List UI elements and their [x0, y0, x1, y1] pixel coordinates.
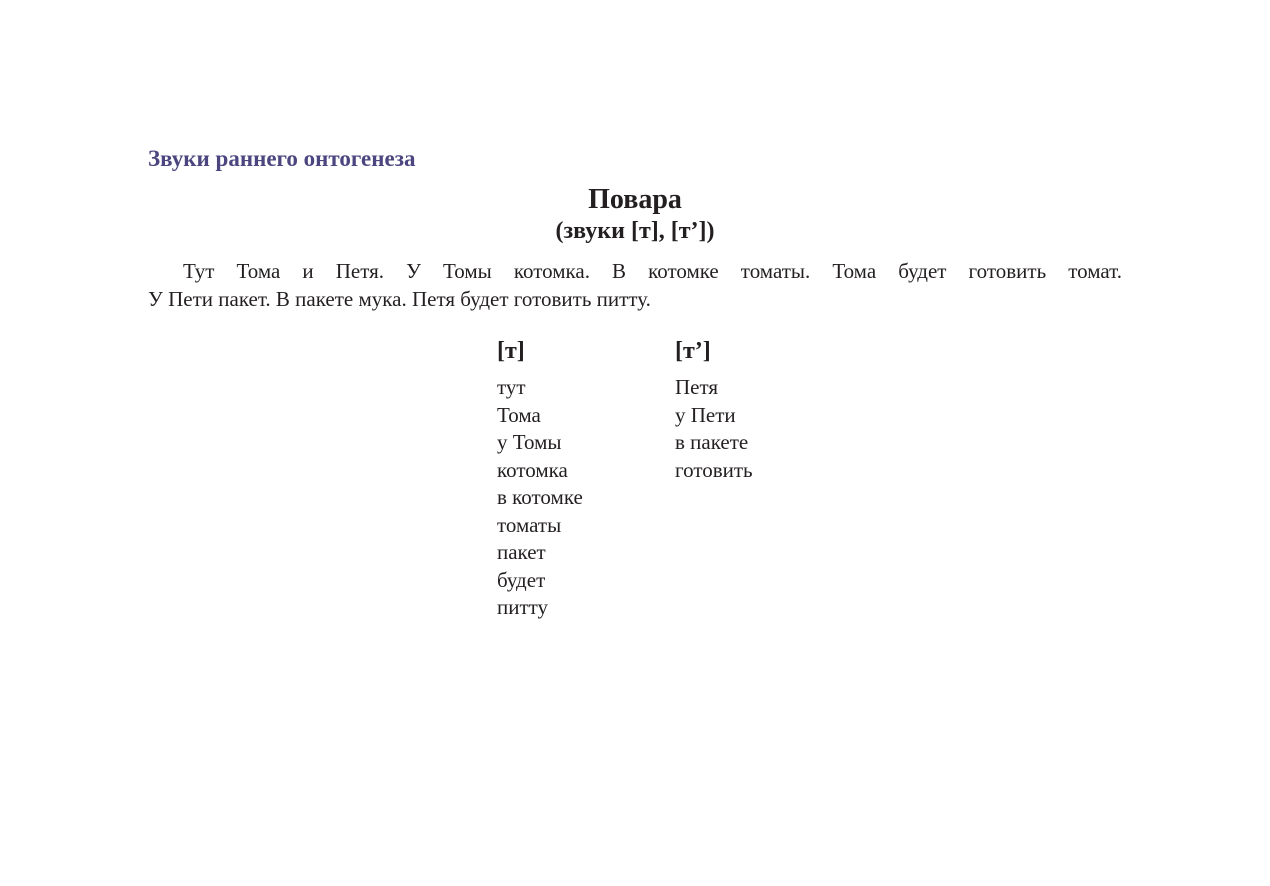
list-item: будет: [497, 567, 546, 592]
story-line: У Пети пакет. В пакете мука. Петя будет готовить питту.: [148, 287, 651, 311]
word-column-t-soft: [675, 336, 753, 484]
story-line: Тут Тома и Петя. У Томы котомка. В котомке томаты. Тома будет готовить томат.: [183, 259, 1122, 283]
list-item: готовить: [675, 457, 753, 482]
list-item: у Пети: [675, 402, 736, 427]
page-title: Повара: [588, 184, 682, 215]
list-item: тут: [497, 375, 526, 399]
page-subtitle: (звуки [т], [т’]): [555, 218, 715, 244]
list-item: в котомке: [497, 485, 583, 509]
column-heading: [т]: [497, 338, 525, 364]
list-item: котомка: [497, 457, 568, 482]
list-item: Тома: [497, 402, 541, 427]
word-column-t: [497, 336, 583, 622]
list-item: у Томы: [497, 430, 562, 454]
word-list: [675, 374, 753, 484]
column-heading: [т’]: [675, 338, 711, 364]
story-paragraph: [148, 257, 1122, 313]
list-item: пакет: [497, 540, 546, 564]
list-item: питту: [497, 595, 549, 619]
list-item: Петя: [675, 375, 719, 399]
section-header: Звуки раннего онтогенеза: [148, 146, 416, 171]
word-list: [497, 374, 583, 622]
list-item: томаты: [497, 512, 562, 537]
list-item: в пакете: [675, 430, 749, 454]
